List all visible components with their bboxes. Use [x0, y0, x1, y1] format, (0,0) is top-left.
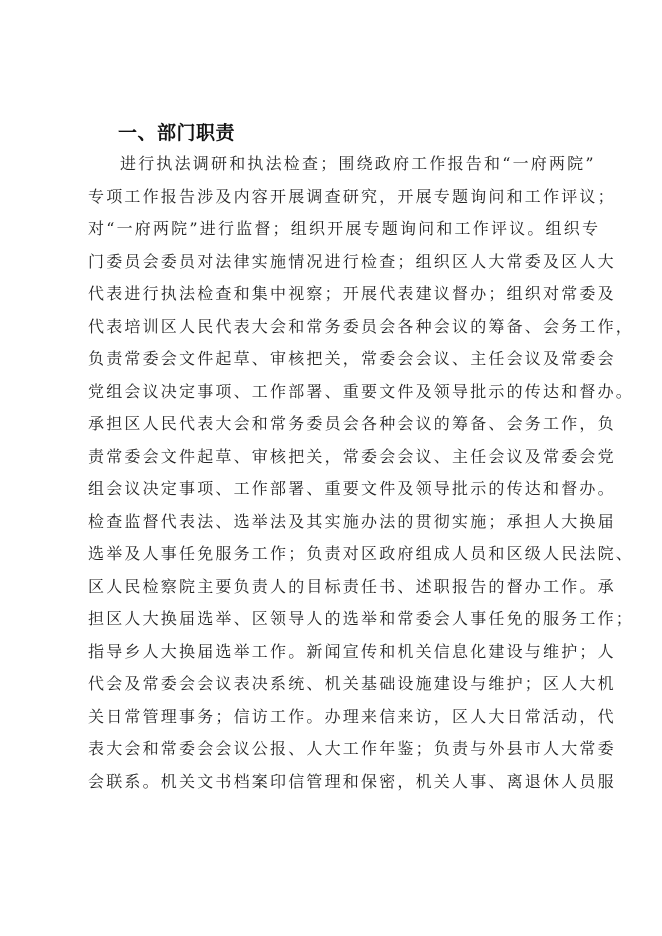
text-line: 对“一府两院”进行监督；组织开展专题询问和工作评议。组织专: [88, 219, 601, 238]
text-line: 进行执法调研和执法检查；围绕政府工作报告和“一府两院”: [120, 154, 596, 173]
text-line: 担区人大换届选举、区领导人的选举和常委会人事任免的服务工作；: [88, 609, 635, 628]
text-line: 承担区人民代表大会和常务委员会各种会议的筹备、会务工作，负: [88, 414, 616, 433]
text-line: 表大会和常委会会议公报、人大工作年鉴；负责与外县市人大常委: [88, 739, 616, 758]
text-line: 责常委会文件起草、审核把关，常委会会议、主任会议及常委会党: [88, 446, 616, 466]
text-line: 指导乡人大换届选举工作。新闻宣传和机关信息化建设与维护；人: [88, 641, 616, 661]
text-line: 代表进行执法检查和集中视察；开展代表建议督办；组织对常委及: [88, 284, 616, 303]
text-line: 党组会议决定事项、工作部署、重要文件及领导批示的传达和督办。: [88, 381, 635, 401]
text-line: 检查监督代表法、选举法及其实施办法的贯彻实施；承担人大换届: [88, 511, 616, 531]
text-line: 负责常委会文件起草、审核把关，常委会会议、主任会议及常委会: [88, 349, 616, 368]
text-line: 门委员会委员对法律实施情况进行检查；组织区人大常委及区人大: [88, 251, 616, 271]
section-heading: 一、部门职责: [118, 122, 236, 144]
text-line: 专项工作报告涉及内容开展调查研究，开展专题询问和工作评议；: [88, 186, 616, 206]
text-line: 区人民检察院主要负责人的目标责任书、述职报告的督办工作。承: [88, 576, 616, 596]
text-line: 代会及常委会会议表决系统、机关基础设施建设与维护；区人大机: [88, 674, 616, 693]
body-paragraph: [88, 148, 635, 798]
text-line: 组会议决定事项、工作部署、重要文件及领导批示的传达和督办。: [88, 479, 616, 498]
text-line: 代表培训区人民代表大会和常务委员会各种会议的筹备、会务工作，: [88, 316, 635, 336]
text-line: 会联系。机关文书档案印信管理和保密，机关人事、离退休人员服: [88, 771, 616, 791]
text-line: 选举及人事任免服务工作；负责对区政府组成人员和区级人民法院、: [88, 544, 635, 563]
text-line: 关日常管理事务；信访工作。办理来信来访，区人大日常活动，代: [88, 706, 616, 726]
